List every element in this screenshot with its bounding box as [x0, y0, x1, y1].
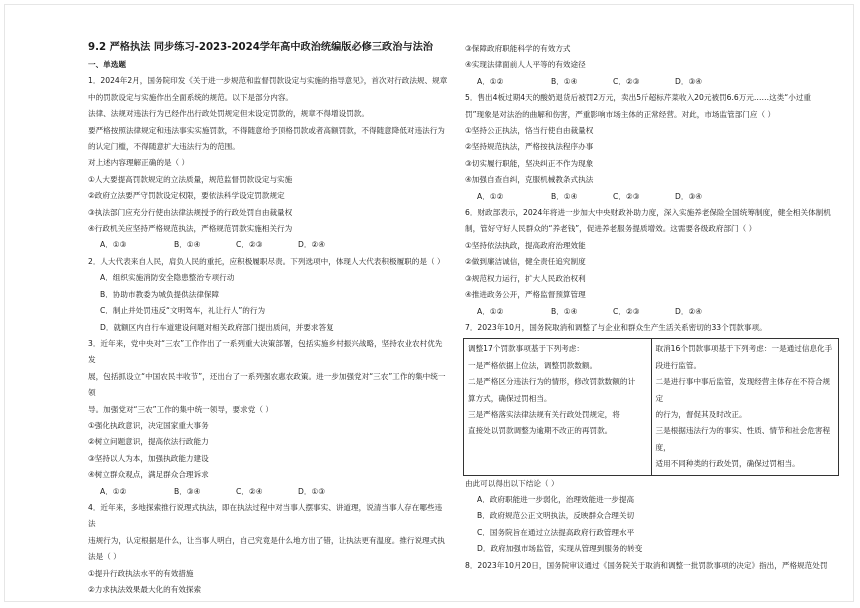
text-line: ①人大要提高罚款规定的立法质量，规范监督罚款设定与实施: [88, 174, 293, 184]
table-line: 三是根据违法行为的事实、性质、情节和社会危害程度，: [655, 426, 831, 452]
text-line: ①坚持依法执政，提高政府治理效能: [465, 240, 586, 250]
answer-options: [465, 189, 835, 205]
text-line: ④实现法律面前人人平等的有效途径: [465, 60, 586, 70]
text-line: ④行政机关应坚持严格规范执法，严格规范罚款实施相关行为: [88, 224, 293, 234]
right-column: [465, 0, 835, 574]
text-line: 8．2023年10月20日，国务院审议通过《国务院关于取消和调整一批罚款事项的决定》指出，严格规范处罚: [465, 560, 828, 570]
text-line: 6．财政部表示，2024年将进一步加大中央财政补助力度，深入实施养老保险全国统筹制度，健全相关体制机: [465, 208, 831, 218]
text-line: ④树立群众观点，满足群众合理诉求: [88, 470, 209, 480]
answer-option: B．①④: [551, 306, 578, 316]
text-line: 罚”现象是对法治的曲解和伤害，严重影响市场主体的正常经营。对此，市场监管部门应（ ）: [465, 109, 776, 119]
text-line: A．政府职能进一步弱化，治理效能进一步提高: [477, 494, 635, 504]
text-line: 3．近年来，党中央对“三农”工作作出了一系列重大决策部署，包括实施乡村振兴战略，坚持农业农村优先发: [88, 338, 443, 365]
answer-option: A．①②: [477, 191, 504, 201]
table-line: 段进行监管。: [655, 360, 702, 370]
text-line: 法律、法规对违法行为已经作出行政处罚规定但未设定罚款的，规章不得增设罚款。: [88, 109, 369, 119]
answer-option: B．③④: [174, 486, 201, 496]
text-line: ③切实履行职能，坚决纠正不作为现象: [465, 158, 594, 168]
left-column: [88, 0, 448, 598]
answer-option: C．②③: [613, 191, 640, 201]
text-line: C．制止并处罚违反“文明驾车，礼让行人”的行为: [100, 306, 266, 316]
comparison-table: [463, 338, 839, 475]
text-line: 1．2024年2月，国务院印发《关于进一步规范和监督罚款设定与实施的指导意见》，首次对行政法规、规章: [88, 76, 448, 86]
text-line: C．国务院旨在通过立法提高政府行政管理水平: [477, 527, 635, 537]
answer-options: [465, 304, 835, 320]
table-line: 一是严格依据上位法，调整罚款数额。: [468, 360, 598, 370]
answer-option: A．①②: [477, 76, 504, 86]
answer-options: [88, 484, 448, 500]
text-line: 4．近年来，多地探索推行说理式执法，即在执法过程中对当事人摆事实、讲道理，说清当事人存在哪些违法: [88, 502, 443, 529]
text-line: 展，包括抓设立“中国农民丰收节”，还出台了一系列强农惠农政策。进一步加强党对“三农”工作的集中统一领: [88, 371, 446, 398]
right-column-top: [465, 41, 835, 336]
answer-option: C．②③: [236, 240, 263, 250]
text-line: 7．2023年10月，国务院取消和调整了与企业和群众生产生活关系密切的33个罚款事项。: [465, 322, 767, 332]
answer-option: C．②③: [613, 306, 640, 316]
text-line: 导。加强党对“三农”工作的集中统一领导，要求党（ ）: [88, 404, 273, 414]
answer-option: A．①②: [477, 306, 504, 316]
answer-option: B．①④: [551, 76, 578, 86]
table-cell-cancelled: [651, 339, 839, 474]
text-line: 由此可以得出以下结论（ ）: [465, 478, 559, 488]
text-line: 法是（ ）: [88, 552, 121, 562]
text-line: ②做到廉洁诚信，健全责任追究制度: [465, 257, 586, 267]
left-column-body: [88, 73, 448, 598]
text-line: B．政府规范公正文明执法，反映群众合理关切: [477, 511, 635, 521]
text-line: ①提升行政执法水平的有效措施: [88, 568, 194, 578]
table-line: 三是严格落实法律法规有关行政处罚规定，将: [468, 409, 620, 419]
answer-options: [88, 237, 448, 253]
text-line: 违规行为，认定根据是什么，让当事人明白，自己究竟是什么地方出了错，让执法更有温度。推行说理式执: [88, 535, 445, 545]
answer-option: C．②④: [236, 486, 263, 496]
answer-option: D．③④: [675, 191, 703, 201]
text-line: 中的罚款设定与实施作出全面系统的规范。以下是部分内容。: [88, 92, 294, 102]
right-column-bottom: [465, 476, 835, 574]
table-line: 适用不同种类的行政处罚，确保过罚相当。: [655, 459, 800, 469]
text-line: ②坚持规范执法，严格按执法程序办事: [465, 142, 594, 152]
text-line: 要严格按照法律规定和违法事实实施罚款，不得随意给予顶格罚款或者高额罚款，不得随意降低对违法行为: [88, 125, 445, 135]
text-line: ④加强自查自纠，克服机械教条式执法: [465, 175, 594, 185]
text-line: D．就额区内自行车道建设问题对相关政府部门提出质问，并要求答复: [100, 322, 334, 332]
text-line: 的认定门槛，不得随意扩大违法行为的范围。: [88, 142, 240, 152]
text-line: ③坚持以人为本，加强执政能力建设: [88, 453, 209, 463]
table-line: 算方式，确保过罚相当。: [468, 393, 552, 403]
text-line: B．协助市教委为城负提供法律保障: [100, 289, 220, 299]
answer-option: C．②③: [613, 76, 640, 86]
answer-option: D．①③: [298, 486, 326, 496]
text-line: 对上述内容理解正确的是（ ）: [88, 158, 190, 168]
text-line: ④推进政务公开，严格监督预算管理: [465, 290, 586, 300]
answer-options: [465, 74, 835, 90]
answer-option: A．①③: [100, 240, 127, 250]
text-line: ③保障政府职能科学的有效方式: [465, 44, 571, 53]
table-line: 直接处以罚款调整为逾期不改正的再罚款。: [468, 426, 613, 436]
text-line: ③规范权力运行，扩大人民政治权利: [465, 273, 586, 283]
text-line: ②树立问题意识，提高依法行政能力: [88, 437, 209, 447]
answer-option: D．②④: [298, 240, 326, 250]
answer-option: B．①④: [174, 240, 201, 250]
answer-option: D．②④: [675, 306, 703, 316]
text-line: D．政府加强市场监管，实现从管理到服务的转变: [477, 544, 643, 554]
table-line: 调整17个罚款事项基于下列考虑：: [468, 344, 584, 354]
table-line: 的行为，督促其及时改正。: [655, 409, 747, 419]
table-line: 二是严格区分违法行为的情形，修改罚款数额的计: [468, 377, 636, 387]
text-line: ②政府立法要严守罚款设定权限，要依法科学设定罚款规定: [88, 191, 285, 201]
section-heading: 一、单选题: [88, 60, 126, 69]
answer-option: A．①②: [100, 486, 127, 496]
text-line: A．组织实施消防安全隐患整治专项行动: [100, 273, 235, 283]
text-line: ②力求执法效果最大化的有效探索: [88, 585, 202, 594]
answer-option: B．①④: [551, 191, 578, 201]
text-line: 制，管好守好人民群众的“养老钱”，促进养老服务提质增效。这需要各级政府部门（ ）: [465, 224, 757, 234]
answer-option: D．③④: [675, 76, 703, 86]
table-cell-adjusted: [464, 339, 651, 474]
document-title: 9.2 严格执法 同步练习-2023-2024学年高中政治统编版必修三政治与法治: [88, 42, 433, 53]
text-line: ③执法部门应充分行使由法律法规授予的行政处罚自由裁量权: [88, 207, 293, 217]
text-line: 5．售出4板过期4天的酸奶退货后被罚2万元，卖出5斤超标芹菜收入20元被罚6.6万元……这类“小过重: [465, 93, 811, 103]
text-line: ①坚持公正执法，恪当行使自由裁量权: [465, 126, 594, 136]
text-line: 2．人大代表来自人民，肩负人民的重托，应积极履职尽责。下列选项中，体现人大代表积极履职的是（ ）: [88, 256, 445, 266]
table-line: 二是进行事中事后监管，发现经营主体存在不符合规定: [655, 377, 831, 403]
table-line: 取消16个罚款事项基于下列考虑：一是通过信息化手: [655, 344, 833, 354]
text-line: ①强化执政意识，决定国家重大事务: [88, 420, 209, 430]
